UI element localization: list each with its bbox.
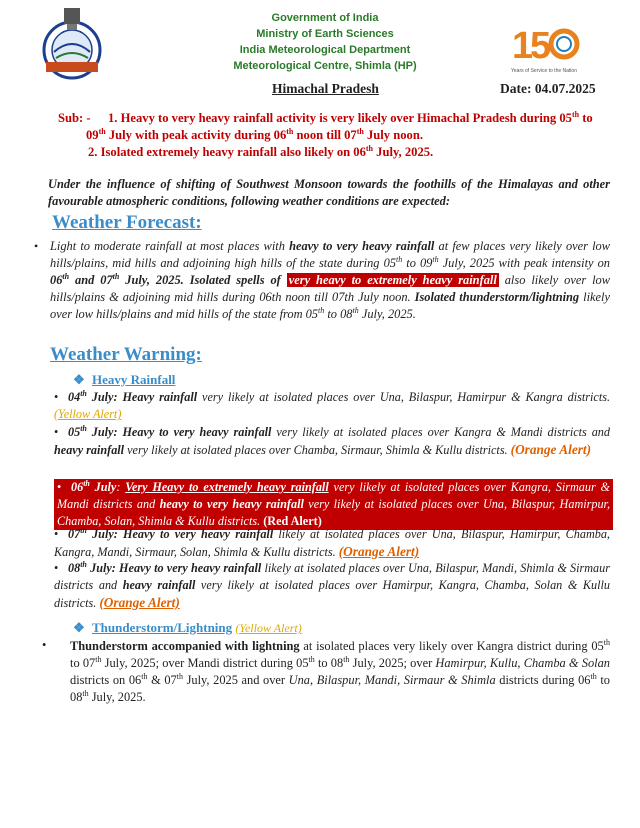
bullet-icon: • xyxy=(54,390,59,404)
bullet-icon: • xyxy=(54,561,59,575)
warning-item-07-july: • 07th July: Heavy to very heavy rainfall likely at isolated places over Una, Bilaspur, Hamirpur, Chamba, Kangra, Mandi, Sirmaur, Solan, Shimla & Kullu districts. (Orange Alert) xyxy=(54,525,610,559)
weather-warning-title: Weather Warning: xyxy=(50,344,202,365)
organization-header xyxy=(180,10,470,74)
org-line: Meteorological Centre, Shimla (HP) xyxy=(233,60,417,72)
warning-item-05-july: • 05th July: Heavy to very heavy rainfall very likely at isolated places over Kangra & Mandi districts and heavy rainfall very likely at isolated places over Chamba, Sirmaur, Shimla & Kullu districts. (Orange Alert) xyxy=(54,423,610,457)
bullet-icon: • xyxy=(57,480,62,494)
subject-label: Sub: - xyxy=(58,111,91,125)
svg-text:5: 5 xyxy=(530,25,552,67)
weather-forecast-title: Weather Forecast: xyxy=(52,212,202,233)
imd-150-years-logo xyxy=(508,12,580,80)
subject-point-1-cont: 09th July with peak activity during 06th noon till 07th July noon. xyxy=(86,126,423,142)
diamond-bullet-icon: ❖ xyxy=(73,372,85,387)
orange-alert-badge: (Orange Alert) xyxy=(510,442,592,457)
bullet-icon: • xyxy=(34,239,39,253)
subject-point-2: 2. Isolated extremely heavy rainfall also likely on 06th July, 2025. xyxy=(88,143,434,159)
org-line: India Meteorological Department xyxy=(239,44,411,56)
imd-emblem-logo xyxy=(34,6,110,80)
subject-point-1: 1. Heavy to very heavy rainfall activity is very likely over Himachal Pradesh during 05th to xyxy=(108,109,593,125)
yellow-alert-badge: (Yellow Alert) xyxy=(235,621,302,635)
heavy-rainfall-heading: ❖ Heavy Rainfall xyxy=(73,372,176,387)
thunderstorm-heading: ❖ Thunderstorm/Lightning (Yellow Alert) xyxy=(73,620,302,635)
issue-date: Date: 04.07.2025 xyxy=(500,81,596,96)
forecast-highlight: very heavy to extremely heavy rainfall xyxy=(288,273,497,287)
diamond-bullet-icon: ❖ xyxy=(73,620,85,635)
state-title: Himachal Pradesh xyxy=(272,81,379,96)
thunderstorm-paragraph: • Thunderstorm accompanied with lightning at isolated places very likely over Kangra district during 05th to 07th July, 2025; over Mandi district during 05th to 08th July, 2025; over Hamirpur, Kullu, Chamba & Solan districts on 06th & 07th July, 2025 and over Una, Bilaspur, Mandi, Sirmaur & Shimla districts during 06th to 08th July, 2025. xyxy=(42,637,610,704)
red-alert-badge: (Red Alert) xyxy=(263,514,322,528)
logo-tagline: Years of Service to the Nation xyxy=(511,68,577,74)
org-line: Government of India xyxy=(271,12,379,24)
warning-item-08-july: • 08th July: Heavy to very heavy rainfall likely at isolated places over Una, Bilaspur, Mandi, Shimla & Sirmaur districts and heavy rainfall very likely at isolated places over Hamirpur, Kangra, Chamba, Solan & Kullu districts. (Orange Alert) xyxy=(54,559,610,610)
org-line: Ministry of Earth Sciences xyxy=(256,28,394,40)
svg-text:1: 1 xyxy=(512,25,534,67)
intro-paragraph: Under the influence of shifting of Southwest Monsoon towards the foothills of the Himalayas and other favourable atmospheric conditions, following weather conditions are expected: xyxy=(48,177,610,208)
orange-alert-badge: (Orange Alert) xyxy=(338,544,420,559)
warning-item-04-july: • 04th July: Heavy rainfall very likely at isolated places over Una, Bilaspur, Hamirpur & Kangra districts. (Yellow Alert) xyxy=(54,388,610,421)
bullet-icon: • xyxy=(54,425,59,439)
subject-block xyxy=(58,110,610,161)
bullet-icon: • xyxy=(54,527,59,541)
yellow-alert-badge: (Yellow Alert) xyxy=(54,407,122,421)
bullet-icon: • xyxy=(42,638,47,652)
warning-item-06-july: • 06th July: Very Heavy to extremely heavy rainfall very likely at isolated places over Kangra, Sirmaur & Mandi districts and heavy to very heavy rainfall very likely at isolated places over Una, Bilaspur, Hamirpur, Chamba, Solan, Shimla & Kullu districts. (Red Alert) xyxy=(54,479,613,530)
orange-alert-badge: (Orange Alert) xyxy=(99,595,180,610)
forecast-paragraph: Light to moderate rainfall at most places with heavy to very heavy rainfall at few places very likely over low hills/plains, mid hills and adjoining high hills of the state during 05th to 09th July, 2025 with peak intensity on 06th and 07th July, 2025. Isolated spells of very heavy to extremely heavy rainfall also likely over low hills/plains & adjoining mid hills during 06th noon till 07th July noon. Isolated thunderstorm/lightning likely over low hills/plains and mid hills of the state from 05th to 08th July, 2025. xyxy=(50,239,611,321)
